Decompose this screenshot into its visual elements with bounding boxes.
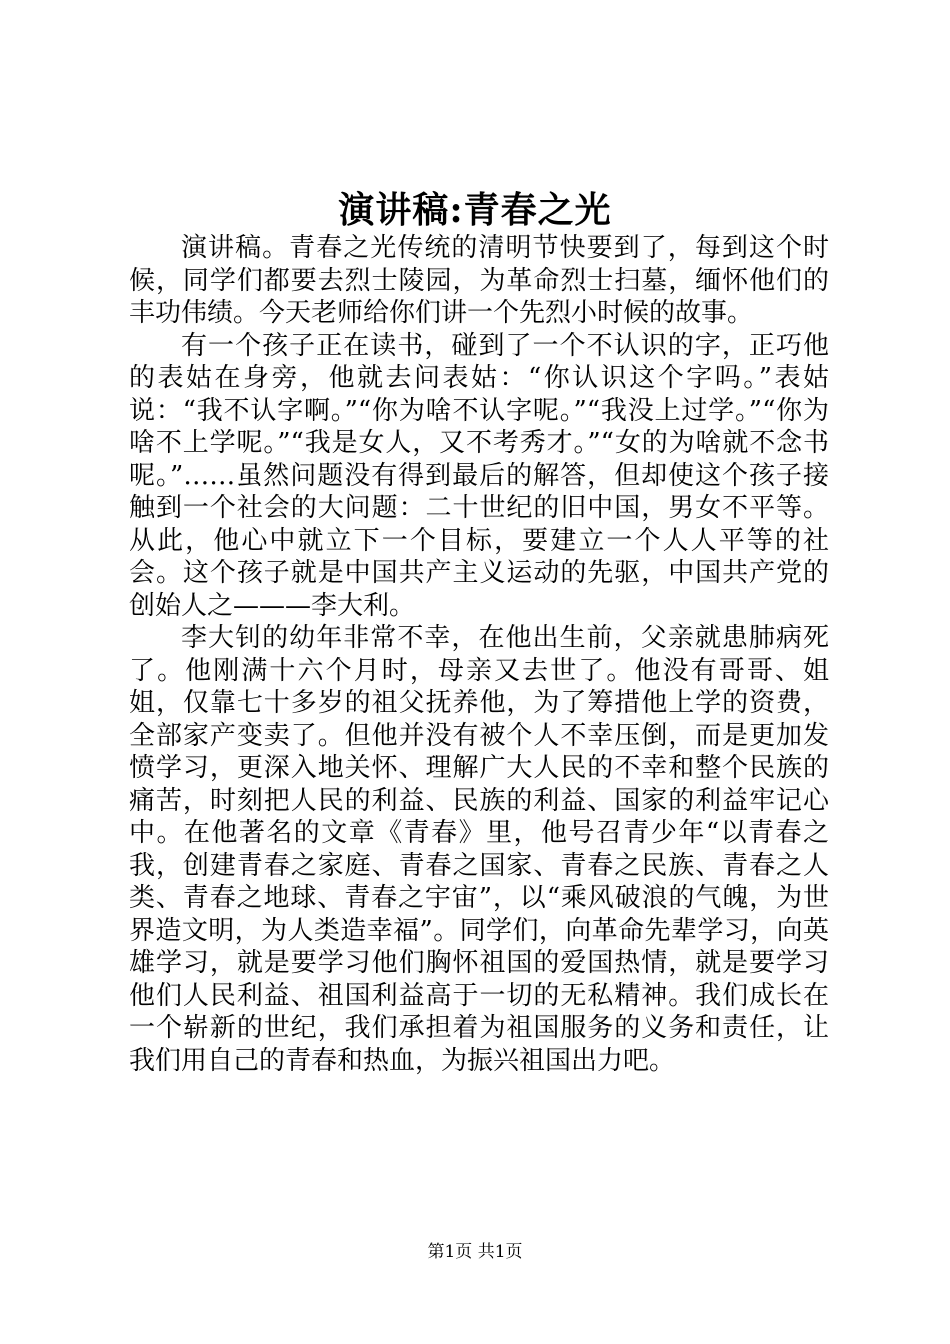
- page-footer: 第1页 共1页: [427, 1242, 523, 1262]
- paragraph-2: 有一个孩子正在读书，碰到了一个不认识的字，正巧他的表姑在身旁，他就去问表姑：“你认识这个字吗。”表姑说：“我不认字啊。”“你为啥不认字呢。”“我没上过学。”“你为啥不上学呢。”“我是女人，又不考秀才。”“女的为啥就不念书呢。”……虽然问题没有得到最后的解答，但却使这个孩子接触到一个社会的大问题：二十世纪的旧中国，男女不平等。从此，他心中就立下一个目标，要建立一个人人平等的社会。这个孩子就是中国共产主义运动的先驱，中国共产党的创始人之———李大利。: [129, 330, 829, 621]
- paragraph-1: 演讲稿。青春之光传统的清明节快要到了，每到这个时候，同学们都要去烈士陵园，为革命烈士扫墓，缅怀他们的丰功伟绩。今天老师给你们讲一个先烈小时候的故事。: [129, 233, 829, 328]
- document-body: [129, 232, 829, 1077]
- paragraph-3: 李大钊的幼年非常不幸，在他出生前，父亲就患肺病死了。他刚满十六个月时，母亲又去世了。他没有哥哥、姐姐，仅靠七十多岁的祖父抚养他，为了筹措他上学的资费，全部家产变卖了。但他并没有被个人不幸压倒，而是更加发愤学习，更深入地关怀、理解广大人民的不幸和整个民族的痛苦，时刻把人民的利益、民族的利益、国家的利益牢记心中。在他著名的文章《青春》里，他号召青少年“以青春之我，创建青春之家庭、青春之国家、青春之民族、青春之人类、青春之地球、青春之宇宙”，以“乘风破浪的气魄，为世界造文明，为人类造幸福”。同学们，向革命先辈学习，向英雄学习，就是要学习他们胸怀祖国的爱国热情，就是要学习他们人民利益、祖国利益高于一切的无私精神。我们成长在一个崭新的世纪，我们承担着为祖国服务的义务和责任，让我们用自己的青春和热血，为振兴祖国出力吧。: [129, 623, 829, 1076]
- document-title: 演讲稿:青春之光: [338, 189, 612, 231]
